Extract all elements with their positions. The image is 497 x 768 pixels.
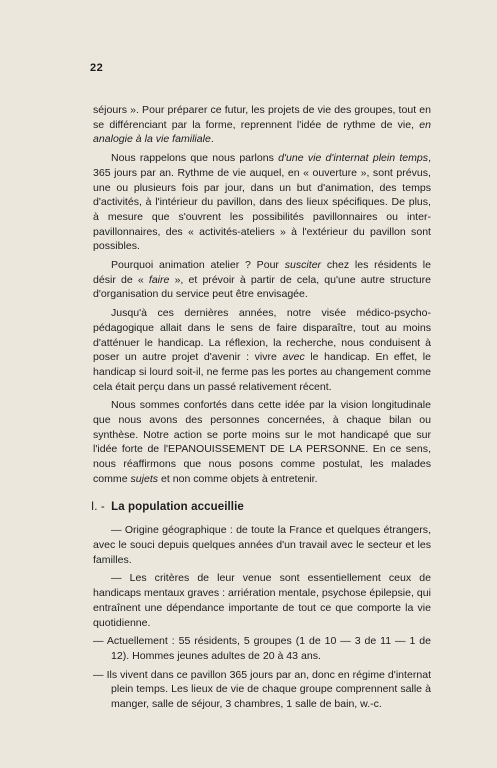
paragraph-2: Nous rappelons que nous parlons d'une vie d'internat plein temps, 365 jours par an. Rythme de vie auquel, en « ouverture », sont prévus, une ou plusieurs fois par jour, dans un but d'animation, des temps d'activités, à l'intérieur du pavillon, dans des lieux spécifiques. De plus, à mesure que s'ouvrent les possibilités pavillonnaires ou inter-pavillonnaires, des « activités-ateliers » à l'extérieur du pavillon sont possibles. [93,152,432,253]
section-title: La population accueillie [111,500,244,513]
italic-phrase: faire [148,273,170,286]
italic-phrase: avec [282,351,305,364]
page-number: 22 [90,62,104,74]
list-item-origin: — Origine géographique : de toute la France et quelques étrangers, avec le souci depuis quelques années d'un travail avec le secteur et les familles. [93,524,431,566]
paragraph-1: séjours ». Pour préparer ce futur, les projets de vie des groupes, tout en se différenciant par la forme, reprennent l'idée de rythme de vie, en analogie à la vie familiale. [93,104,431,146]
paragraph-3: Pourquoi animation atelier ? Pour susciter chez les résidents le désir de « faire », et prévoir à partir de cela, qu'une autre structure d'organisation du service peut être envisagée. [93,259,431,301]
list-item-criteria: — Les critères de leur venue sont essentiellement ceux de handicaps mentaux graves : arriération mentale, psychose épilepsie, qui entraînent une dépendance importante de tout ce que comporte la vie quotidienne. [93,572,431,629]
list-item-living: — Ils vivent dans ce pavillon 365 jours par an, donc en régime d'internat plein temps. Les lieux de vie de chaque groupe comprennent salle à manger, salle de séjour, 3 chambres, 1 salle de bain, w.-c. [93,668,431,711]
italic-phrase: d'une vie d'internat plein temps [278,152,429,165]
section-heading [91,500,431,515]
paragraph-4: Jusqu'à ces dernières années, notre visée médico-psycho-pédagogique allait dans le sens de faire disparaître, tout au moins d'atténuer le handicap. La réflexion, la recherche, nous conduisent à poser un autre projet d'avenir : vivre avec le handicap. En effet, le handicap si lourd soit-il, ne ferme pas les portes au changement comme cela était perçu dans un passé relativement récent. [93,307,431,393]
list-item-current: — Actuellement : 55 résidents, 5 groupes (1 de 10 — 3 de 11 — 1 de 12). Hommes jeunes adultes de 20 à 43 ans. [93,635,431,662]
paragraph-5: Nous sommes confortés dans cette idée par la vision longitudinale que nous avons des personnes concernées, à chaque bilan ou synthèse. Notre action se porte moins sur le mot handicapé que sur l'idée forte de l'EPANOUISSEMENT DE LA PERSONNE. En ce sens, nous réaffirmons que nous posons comme postulat, les malades comme sujets et non comme objets à entretenir. [93,399,431,485]
italic-phrase: en analogie à la vie familiale [93,118,431,146]
italic-phrase: susciter [284,259,322,272]
body-text [93,103,431,716]
section-number: I. - [91,500,105,513]
italic-phrase: sujets [130,472,159,485]
